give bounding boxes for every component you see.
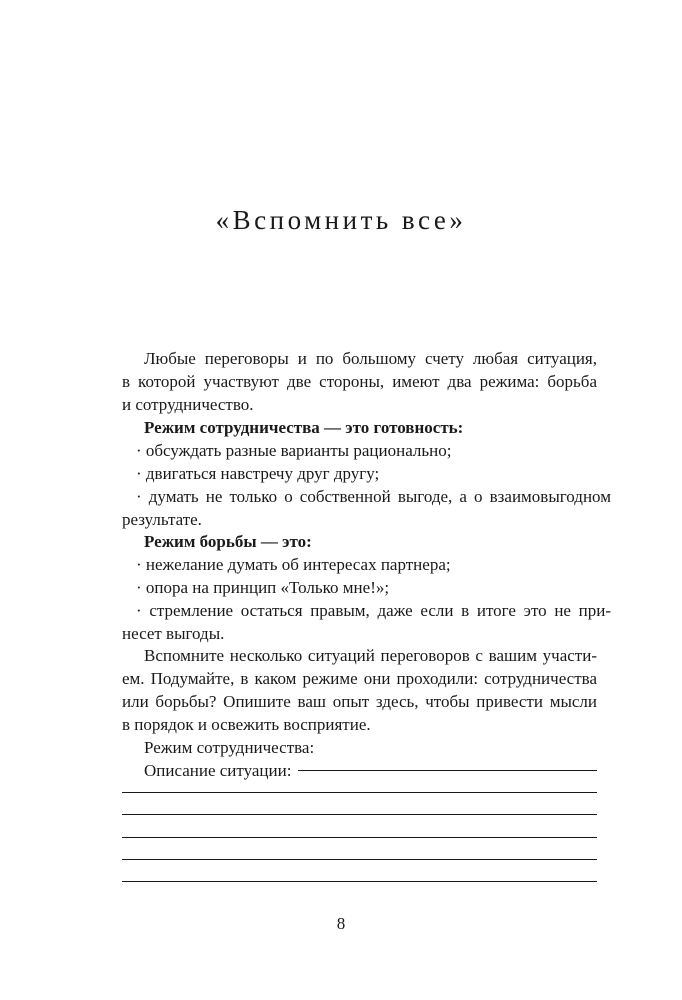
cooperation-bullet-2: · двигаться навстречу друг другу; [136,464,380,483]
answer-line-4[interactable] [122,837,597,838]
exercise-line-1: Вспомните несколько ситуаций переговоров с вашим участи- [144,646,597,665]
answer-line-2[interactable] [122,792,597,793]
struggle-bullet-1: · нежелание думать об интересах партнера; [136,555,451,574]
exercise-line-3: или борьбы? Опишите ваш опыт здесь, чтобы привести мысли [122,692,597,711]
chapter-title: «Вспомнить все» [215,205,467,235]
answer-line-1[interactable] [298,770,597,771]
answer-line-5[interactable] [122,859,597,860]
mode-label: Режим сотрудничества: [144,738,315,757]
answer-line-3[interactable] [122,814,597,815]
intro-line-2: в которой участвуют две стороны, имеют два режима: борьба [122,372,597,391]
cooperation-bullet-3: · думать не только о собственной выгоде, а о взаимовыгодном [136,487,611,506]
struggle-bullet-2: · опора на принцип «Только мне!»; [136,578,390,597]
page-number: 8 [336,914,346,933]
struggle-heading: Режим борьбы — это: [144,532,312,551]
cooperation-bullet-3-cont: результате. [122,510,202,529]
cooperation-heading: Режим сотрудничества — это готовность: [144,418,464,437]
intro-line-3: и сотрудничество. [122,395,254,414]
exercise-line-2: ем. Подумайте, в каком режиме они проходили: сотрудничества [122,669,597,688]
description-label: Описание ситуации: [144,761,292,780]
struggle-bullet-3-cont: несет выгоды. [122,624,225,643]
cooperation-bullet-1: · обсуждать разные варианты рационально; [136,441,452,460]
exercise-line-4: в порядок и освежить восприятие. [122,715,371,734]
intro-line-1: Любые переговоры и по большому счету любая ситуация, [144,349,597,368]
struggle-bullet-3: · стремление остаться правым, даже если в итоге это не при- [136,601,611,620]
answer-line-6[interactable] [122,881,597,882]
